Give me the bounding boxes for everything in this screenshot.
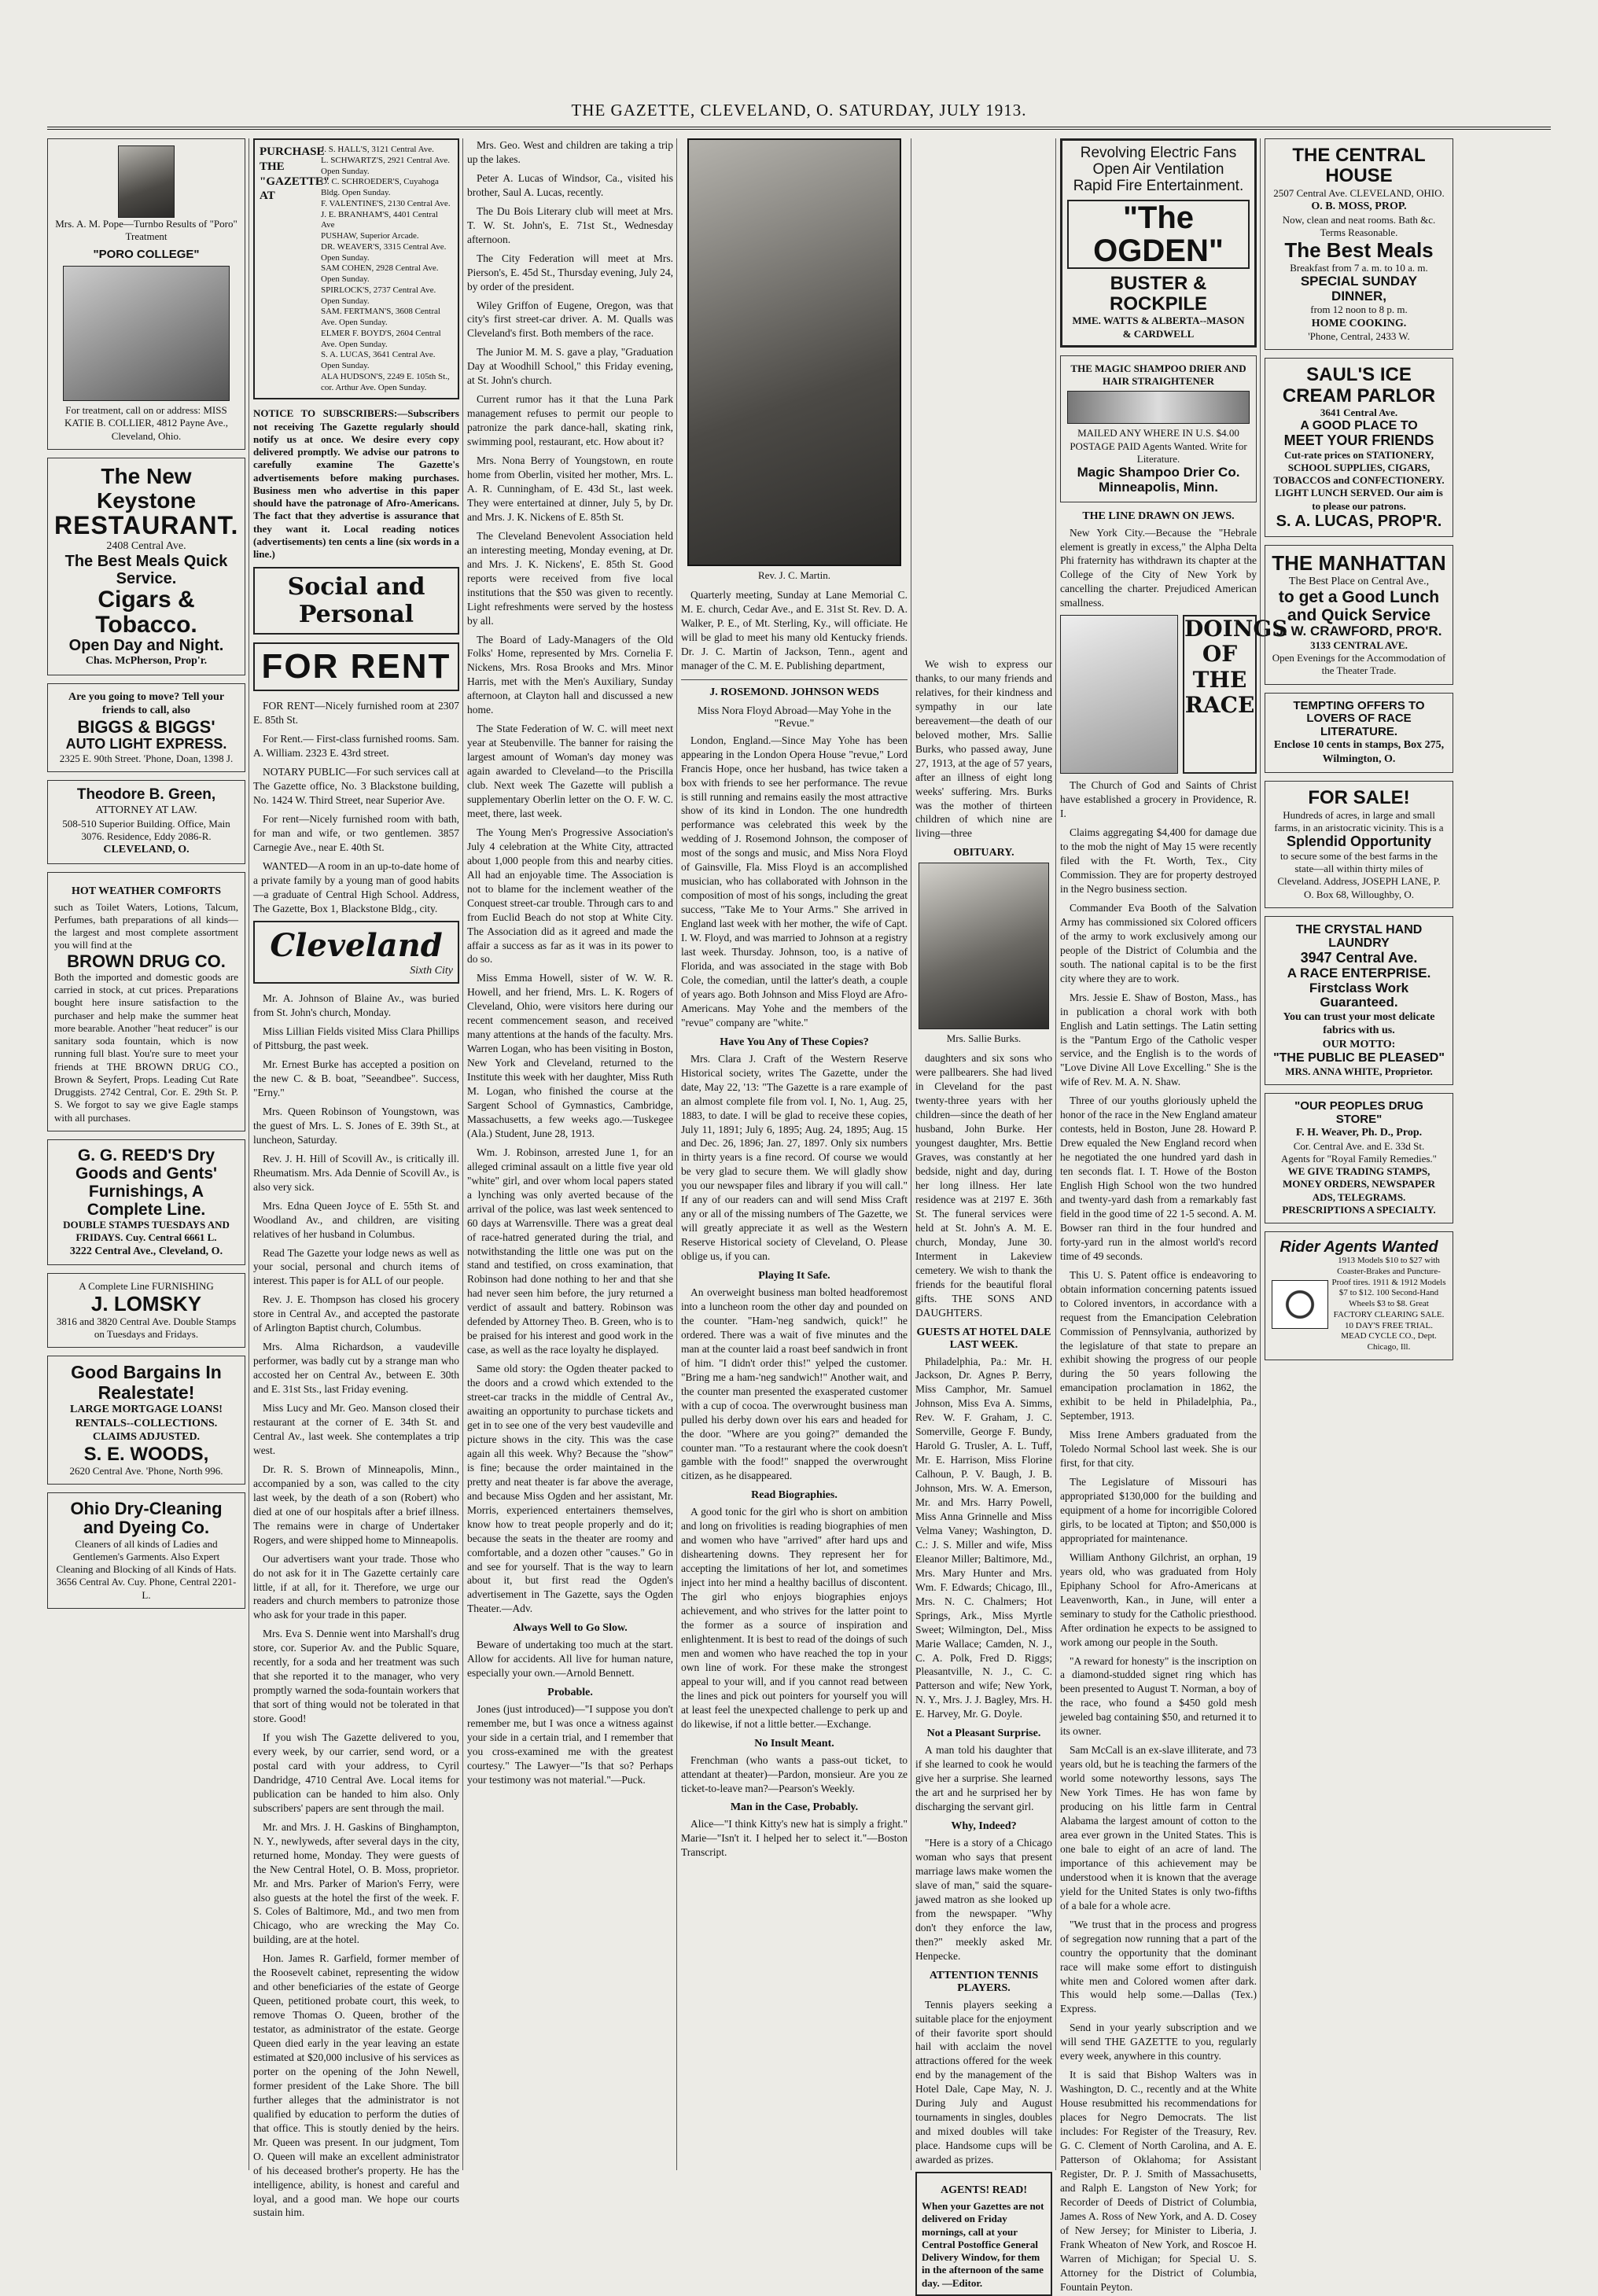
magic-mailed: MAILED ANY WHERE IN U.S. $4.00 POSTAGE PAID Agents Wanted. Write for Literature. [1070, 427, 1247, 465]
surprise-text: A man told his daughter that if she learned to cook he would give her a surprise. She learned the art and he surprised her by discharging the servant girl. [915, 1744, 1052, 1813]
biggs-question: Are you going to move? Tell your friends to call, also [68, 690, 225, 717]
weaver-name: F. H. Weaver, Ph. D., Prop. [1295, 1127, 1423, 1139]
martin-portrait [687, 138, 901, 566]
rent-item: NOTARY PUBLIC—For such services call at The Gazette office, No. 3 Blackstone building, No. 1424 W. Third Street, near Superior Ave. [253, 766, 459, 807]
column-3 [467, 138, 673, 2170]
why-title: Why, Indeed? [951, 1820, 1017, 1833]
news-item: The Junior M. M. S. gave a play, "Graduation Day at Woodhill School," this Friday evening, at St. John's church. [467, 346, 673, 387]
race-item: The Church of God and Saints of Christ have established a grocery in Providence, R. I. [1060, 779, 1257, 820]
news-item: The Board of Lady-Managers of the Old Folks' Home, represented by Mrs. Cornelia F. Nickens, Mrs. Rosa Brooks and Mrs. Minor Harris, met with the Men's Auxiliary, Sunday afternoon, at Clayton hall and discussed a new home. [467, 633, 673, 716]
meet-line-1: A GOOD PLACE TO [1300, 419, 1418, 433]
news-item: Miss Emma Howell, sister of W. W. R. Howell, and her friend, Mrs. L. K. Rogers of Cleveland, Ohio, were visitors here during our recent commencement season, and received many attentions at the hands of the faculty. Mrs. Warren Logan, who has been visiting in Boston, New York and Cleveland, returned to the Institute this week with her daughter, Miss Ruth M. Logan, who finished the course at the Sargent School of Gymnastics, Cambridge, Massachusetts, a few weeks ago.—Tuskegee (Ala.) Student, June 28, 1913. [467, 972, 673, 1139]
green-title: ATTORNEY AT LAW. [95, 804, 197, 817]
poro-college-illustration [63, 266, 230, 401]
woods-title: Good Bargains In Realestate! [71, 1362, 222, 1403]
reed-ad [47, 1139, 245, 1265]
purchase-item: J. S. HALL'S, 3121 Central Ave. [321, 145, 434, 154]
central-prop: O. B. MOSS, PROP. [1311, 201, 1407, 213]
drugstore-ad [1265, 1093, 1453, 1223]
ohio-title: Ohio Dry-Cleaning and Dyeing Co. [70, 1499, 223, 1538]
best-meals: The Best Meals [1284, 238, 1434, 263]
doings-illustration [1060, 615, 1178, 774]
green-ad [47, 780, 245, 863]
green-name: Theodore B. Green, [76, 786, 216, 804]
cappy-title: Man in the Case, Probably. [730, 1801, 859, 1814]
biggs-addr: 2325 E. 90th Street. 'Phone, Doan, 1398 J. [59, 752, 234, 764]
wed-text: London, England.—Since May Yohe has been appearing in the London Opera House "revue," Lord Francis Hope, once her husband, has twice taken a box with friends to see her performance. The revue is still running and remains easily the most attractive show of its kind in London. The one hundredth performance was celebrated this week by the wedding of J. Rosemond Johnson, the composer of most of the songs and music, and Miss Nora Floyd of Gainsville, Fla. Miss Floyd is an accomplished musician, who has collaborated with Johnson in the composition of most of his songs, including the great success, "Take Me to Your Arms." She arrived in England last week with her mother, the wife of Capt. I. W. Floyd, and was married to Johnson at a registry last week. Thursday. Johnson, too, is a native of Florida, and was associated in the stage with Bob Cole, the comedian, until the latter's death, a couple of years ago. Both Johnson and Miss Floyd are Afro-Americans. May Yohe and the members of the "revue" company are "white." [681, 734, 908, 1028]
sixth-city: Sixth City [410, 964, 453, 977]
noon-hours: from 12 noon to 8 p. m. [1310, 304, 1408, 316]
news-item: Current rumor has it that the Luna Park management refuses to permit our people to patronize the park dance-hall, skating rink, swimming pool, restaurant, etc. How about it? [467, 393, 673, 448]
personal-item: Mrs. Eva S. Dennie went into Marshall's drug store, cor. Superior Av. and the Public Square, recently, for a soda and her treatment was such that she reported it to the manager, who very promptly warned the soda-fountain workers that that sort of thing would not be tolerated in that store. Good! [253, 1628, 459, 1725]
safe-text: An overweight business man bolted headforemost into a luncheon room the other day and pounded on the counter. "Ham-'neg sandwich, quick!" he ordered. There was a wait of five minutes and the man at the counter laid a roast beef sandwich in front of him. "I didn't order this!" yelped the customer. "Bring me a ham-'neg sandwich!" Another wait, and the counter man presented the exasperated customer with a cup of cocoa. The overwrought business man pulled his derby down over his ears and headed for the door. "Where are you going?" demanded the counter man. "To a restaurant where the cook doesn't gamble with the food!" snapped the overwrought citizen, as he disappeared. [681, 1286, 908, 1482]
purchase-list [321, 145, 453, 393]
burks-portrait [919, 863, 1049, 1029]
keystone-addr: 2408 Central Ave. [106, 539, 186, 552]
reed-addr: 3222 Central Ave., Cleveland, O. [69, 1245, 223, 1257]
tempting-ad [1265, 693, 1453, 774]
keystone-meals: The Best Meals Quick Service. [64, 553, 228, 588]
news-item: Mrs. Nona Berry of Youngstown, en route home from Oberlin, visited her mother, Mrs. L. A. R. Cunningham, of E. 43d St., last week. They were entertained at dinner, July 5, by Dr. and Mrs. J. K. Nickens of E. 85th St. [467, 454, 673, 523]
news-item: Wm. J. Robinson, arrested June 1, for an alleged criminal assault on a little five year old "white" girl, and over whom local papers stated a lynching was only averted because of the arrival of the police, was last week sentenced to 60 days at Warrensville. There was a great deal of race-hatred generated during the trial, and notwithstanding the little one was put on the stand and testified, on cross examination, that Robinson had done nothing to her and that she had never seen him before, the jury returned a verdict of assault and battery. Robinson was defended by Attorney Theo. B. Green, who is to be praised for his interest and good work in the case, as well as the race loyalty he displayed. [467, 1146, 673, 1356]
magic-co: Magic Shampoo Drier Co. Minneapolis, Minn. [1077, 465, 1240, 495]
central-house-ad [1265, 138, 1453, 350]
cleveland-title: Cleveland [270, 926, 443, 964]
always-text: Beware of undertaking too much at the start. Allow for accidents. All live for human nature, especially your own.—Arnold Bennett. [467, 1639, 673, 1680]
trust-line: You can trust your most delicate fabrics with us. [1283, 1010, 1435, 1037]
reed-sub: DOUBLE STAMPS TUESDAYS AND FRIDAYS. Cuy. Central 6661 L. [63, 1219, 230, 1244]
insult-text: Frenchman (who wants a pass-out ticket, to attendant at theater)—Pardon, monsieur. Are you ze ticket-to-leave man?—Pearson's Weekly. [681, 1753, 908, 1794]
news-item: The Young Men's Progressive Association's July 4 celebration at the White City, attracted about 1,000 people from this and nearby cities. All had an enjoyable time. The Association is not to blame for the inclement weather of the Conquest street-car trouble. Through cars to and from Euclid Beach do not stop at White City. The Association did as it agreed and made the affair a success as far as it was in its power to do so. [467, 826, 673, 966]
doings-title: DOINGS OF THE RACE [1183, 615, 1257, 774]
bio-title: Read Biographies. [751, 1489, 838, 1502]
safe-title: Playing It Safe. [758, 1270, 830, 1282]
personal-item: Hon. James R. Garfield, former member of the Roosevelt cabinet, representing the widow and other beneficiaries of the estate of George Queen, petitioned probate court, this week, to remove Thomas O. Queen, brother of the testator, as administrator of the estate. George Queen died early in the year leaving an estate estimated at $20,000 inclusive of his services as porter on the opening of the John Newell, former president of the Lake Shore. The bill further alleges that the administrator is not qualified by education to perform the duties of that office. This is stoutly denied by the heirs. Mr. Queen was present. In our judgment, Tom O. Queen will make an excellent administrator of his deceased brother's property. He has the intelligence, ability, is honest and careful and loyal, and a good man. We hope our courts sustain him. [253, 1952, 459, 2219]
race-item: This U. S. Patent office is endeavoring to obtain information concerning patents issued to Colored inventors, in accordance with a request from the Emancipation Celebration Commission of Pennsylvania, authorized by the legislature of that state to prepare an exhibit showing the progress of our people during the 50 years following the emancipation proclamation in 1862, the exhibit to be held in Philadelphia, Pa., September, 1913. [1060, 1268, 1257, 1422]
for-sale-text: Hundreds of acres, in large and small farms, in an aristocratic vicinity. This is a [1274, 808, 1444, 833]
agents-line: Agents for "Royal Family Remedies." [1280, 1152, 1437, 1165]
purchase-item: SAM COHEN, 2928 Central Ave. Open Sunday. [321, 263, 439, 284]
wed-head: J. ROSEMOND. JOHNSON WEDS [709, 686, 879, 698]
ogden-line: Open Air Ventilation [1092, 160, 1224, 178]
race-item: Mrs. Jessie E. Shaw of Boston, Mass., has in publication a choral work with both English and Latin settings. The Latin setting is the "Pantum Ergo of the Catholic vesper service, and the English is to the words of "Love Divine All Love Excelling." She is the wife of Rev. M. A. N. Shaw. [1060, 991, 1257, 1088]
race-item: Claims aggregating $4,400 for damage due to the mob the night of May 15 were recently filed with the Ft. Worth, Tex., City Commission. They are for property destroyed in the Negro business section. [1060, 826, 1257, 895]
doings-banner [1060, 615, 1288, 774]
surprise-title: Not a Pleasant Surprise. [926, 1728, 1041, 1740]
rent-item: For rent—Nicely furnished room with bath, for man and wife, or two gentlemen. 3857 Carnegie Ave., near E. 40th St. [253, 813, 459, 854]
pope-caption: Mrs. A. M. Pope—Turnbo Results of "Poro" Treatment [55, 218, 237, 243]
news-item: Wiley Griffon of Eugene, Oregon, was that city's first street-car driver. A. M. Qualls was Cleveland's first. Both members of the race. [467, 299, 673, 340]
bicycle-illustration [1272, 1280, 1328, 1329]
sauls-name: SAUL'S ICE CREAM PARLOR [1282, 364, 1436, 407]
motto-text: "THE PUBLIC BE PLEASED" [1273, 1051, 1445, 1065]
for-rent-text: FOR RENT [261, 647, 451, 686]
magic-name: THE MAGIC SHAMPOO DRIER AND HAIR STRAIGHTENER [1070, 362, 1246, 388]
race-item: Sam McCall is an ex-slave illiterate, and 73 years old, but he is teaching the farmers of the world some noteworthy lessons, says The New York Times. He has won fame by producing on his little farm in Central Alabama the largest amount of cotton to the area ever grown in the United States. This is one bale to eight of an acre of land. The importance of this achievement may be understood when it is known that the average yield for the United States is only two-fifths of a bale for a whole acre. [1060, 1744, 1257, 1911]
personal-item: Miss Lillian Fields visited Miss Clara Phillips of Pittsburg, the past week. [253, 1025, 459, 1052]
ogden-line: Revolving Electric Fans [1080, 145, 1237, 161]
copies-title: Have You Any of These Copies? [720, 1036, 869, 1048]
brown-name: BROWN DRUG CO. [67, 951, 226, 971]
rider-ad [1265, 1231, 1453, 1360]
purchase-item: O. C. SCHROEDER'S, Cuyahoga Bldg. Open Sunday. [321, 177, 439, 197]
for-rent-banner [253, 642, 459, 691]
purchase-item: S. A. LUCAS, 3641 Central Ave. Open Sunday. [321, 350, 436, 370]
crystal-laundry-ad [1265, 916, 1453, 1085]
sauls-addr: 3641 Central Ave. [1320, 407, 1398, 419]
news-item: Mrs. Geo. West and children are taking a trip up the lakes. [467, 139, 673, 165]
drier-illustration [1067, 391, 1250, 424]
green-office: 508-510 Superior Building. Office, Main 3076. Residence, Eddy 2086-R. [62, 817, 230, 842]
agents-title: AGENTS! READ! [940, 2184, 1028, 2197]
ogden-line: Rapid Fire Entertainment. [1073, 177, 1244, 194]
column-5 [915, 138, 1052, 2289]
brown-drug-ad [47, 872, 245, 1131]
race-item: The Legislature of Missouri has appropriated $130,000 for the building and equipment of a home for incorrigible Colored girls, to be located at Tipton; and $50,000 is appropriated for maintenance. [1060, 1476, 1257, 1544]
rent-item: For Rent.— First-class furnished rooms. Sam. A. William. 2323 E. 43rd street. [253, 733, 459, 760]
crawford-sub: Open Evenings for the Accommodation of the Theater Trade. [1272, 652, 1446, 677]
rider-text: 1913 Models $10 to $27 with Coaster-Brakes and Puncture-Proof tires. 1911 & 1912 Models $7 to $12. 100 Second-Hand Wheels $3 to $8. Great FACTORY CLEARING SALE. 10 DAY'S FREE TRIAL. MEAD CYCLE CO., Dept. Chicago, Ill. [1331, 1256, 1446, 1352]
tennis-text: Tennis players seeking a suitable place for the enjoyment of their favorite sport should hail with acclaim the novel attractions offered for the week end by the management of the Hotel Dale, Cape May, N. J. During July and August tournaments in singles, doubles and mixed doubles will take place. Handsome cups will be awarded as prizes. [915, 1998, 1052, 2166]
manhattan-sub: The Best Place on Central Ave., [1288, 575, 1430, 587]
motto-label: OUR MOTTO: [1322, 1038, 1396, 1050]
purchase-item: ELMER F. BOYD'S, 2604 Central Ave. Open Sunday. [321, 328, 441, 349]
guests-head: GUESTS AT HOTEL DALE LAST WEEK. [916, 1326, 1051, 1351]
purchase-item: ALA HUDSON'S, 2249 E. 105th St., cor. Arthur Ave. Open Sunday. [321, 371, 450, 392]
news-item: The Cleveland Benevolent Association held an interesting meeting, Monday evening, at Dr. and Mrs. J. K. Nickens', E. 85th St. Good reports were received from five local institutions that the $50 was given to recently. Light refreshments were served by the hostess by all. [467, 529, 673, 627]
guests-text: Philadelphia, Pa.: Mr. H. Jackson, Dr. Agnes P. Berry, Miss Camphor, Mr. Samuel Johnson, Miss Eva A. Simms, Rev. W. F. Graham, J. C. Somerville, George F. Bundy, Harold G. Trusler, A. L. Tuff, Mr. E. Harrison, Miss Florine Calhoun, P. V. Baugh, J. B. Johnson, Mrs. W. A. Emerson, Mr. and Mrs. Harry Powell, Miss Anna Grinnelle and Miss Velma Vaney; Washington, D. C.: J. S. Miller and wife, Miss Eleanor Miller; Baltimore, Md., Mrs. Mary Hunter and Mrs. Wm. F. Edwards; Chicago, Ill., Mrs. N. C. Chalmers; Hot Springs, Ark., Miss Myrtle Sweet; Wilmington, Del., Miss Marie Wallace; Camden, N. J., C. A. Polk, Fred D. Riggs; Pleasantville, N. J., C. C. Patterson and wife; New York, N. Y., Mrs. J. J. Bagley, Mrs. H. E. Harvey, Mr. G. Doyle. [915, 1355, 1052, 1720]
lucas-prop: S. A. LUCAS, PROP'R. [1276, 512, 1442, 530]
bio-text: A good tonic for the girl who is short on ambition and long on frivolities is reading biographies of men and women who have "arrived" after hard ups and disheartening downs. They represent her for accepting the limitations of her lot, and sometimes inject into her mind a healthy bacillus of discontent. The girl who enjoys biographies enjoys achievement, and who strives for the latter point to the former as a source of inspiration and enlightenment. It is best to read of the doings of such men and women who have reached the top in your own line of work. For these make the strongest appeal to your will, and if you cannot read between the lines and pick out pointers for yourself you will at least feel the unexpected challenge to perk up and do likewise, if not a little better.—Exchange. [681, 1506, 908, 1730]
rider-title: Rider Agents Wanted [1280, 1238, 1438, 1257]
why-text: "Here is a story of a Chicago woman who says that present marriage laws make women the slave of man," said the square-jawed matron as she looked up from the newspaper. "Why don't they enforce the law, then?" meekly asked Mr. Henpecke. [915, 1837, 1052, 1962]
race-item: Send in your yearly subscription and we will send THE GAZETTE to you, regularly every week, anywhere in this country. [1060, 2022, 1257, 2062]
thanks-text: We wish to express our thanks, to our many friends and relatives, for their kindness and sympathy in our late bereavement—the death of our beloved mother, Mrs. Sallie Burks, who passed away, June 27, 1913, at the age of 57 years, after an illness of eight long weeks' suffering. Mrs. Burks was the mother of thirteen children of which nine are living—three [915, 658, 1052, 840]
pope-photo [118, 145, 175, 218]
crystal-name: THE CRYSTAL HAND LAUNDRY [1295, 922, 1423, 951]
sauls-ad [1265, 358, 1453, 537]
news-item: The Du Bois Literary club will meet at Mrs. T. W. St. John's, E. 71st St., Wednesday afternoon. [467, 204, 673, 245]
race-item: William Anthony Gilchrist, an orphan, 19 years old, who was graduated from Holy Epiphany School for Afro-Americans at Leavenworth, Kan., in June, will enter a seminary to study for the Catholic priesthood. After ordination he expects to be assigned to work among our people in the South. [1060, 1551, 1257, 1648]
lomsky-ad [47, 1273, 245, 1348]
race-item: "We trust that in the process and progress of segregation now running that a part of the country the opportunity that the dominant race will make some effort to distinguish white men and Colored women after dark. This would help some.—Dallas (Tex.) Express. [1060, 1918, 1257, 2015]
sunday-dinner: SPECIAL SUNDAY DINNER, [1300, 273, 1418, 304]
insult-title: No Insult Meant. [754, 1737, 834, 1750]
agents-box [915, 2172, 1052, 2296]
central-house-name: THE CENTRAL HOUSE [1292, 145, 1426, 187]
manhattan-name: THE MANHATTAN [1272, 550, 1446, 575]
woods-addr: 2620 Central Ave. 'Phone, North 996. [69, 1464, 223, 1477]
column-4 [681, 138, 908, 2170]
poro-contact: For treatment, call on or address: MISS KATIE B. COLLIER, 4812 Payne Ave., Cleveland, Ohio. [64, 404, 229, 442]
wed-sub: Miss Nora Floyd Abroad—May Yohe in the "Revue." [697, 705, 892, 730]
woods-name: S. E. WOODS, [83, 1443, 209, 1465]
race-enterprise: A RACE ENTERPRISE. [1287, 965, 1431, 981]
race-item: "A reward for honesty" is the inscription on a diamond-studded signet ring which has been presented to August T. Norman, a boy of the race, who found a $450 gold mesh jeweled bag containing $50, and returned it to its owner. [1060, 1654, 1257, 1738]
personal-item: Mr. Ernest Burke has accepted a position on the new C. & B. boat, "Seeandbee". Success, "Erny." [253, 1058, 459, 1098]
keystone-prop: Chas. McPherson, Prop'r. [85, 655, 208, 668]
personal-item: Mrs. Queen Robinson of Youngstown, was the guest of Mrs. L. S. Jones of E. 39th St., at luncheon, Saturday. [253, 1105, 459, 1146]
personal-item: Mrs. Alma Richardson, a vaudeville performer, was badly cut by a strange man who accosted her on Central Av., between E. 30th and E. 31st Sts., last Friday evening. [253, 1341, 459, 1396]
personal-item: Mrs. Edna Queen Joyce of E. 55th St. and Woodland Av., and children, are visiting relatives of her husband in Columbus. [253, 1199, 459, 1240]
personal-item: Mr. A. Johnson of Blaine Av., was buried from St. John's church, Monday. [253, 992, 459, 1019]
column-1-ads [47, 138, 245, 2170]
ogden-sub: BUSTER & ROCKPILE [1109, 272, 1207, 315]
manhattan-ad [1265, 545, 1453, 685]
rent-item: FOR RENT—Nicely furnished room at 2307 E. 85th St. [253, 700, 459, 727]
purchase-label: PURCHASE THE "GAZETTE" AT [260, 145, 330, 203]
column-7-ads [1265, 138, 1453, 2170]
purchase-item: J. E. BRANHAM'S, 4401 Central Ave [321, 209, 438, 230]
hot-header: HOT WEATHER COMFORTS [71, 885, 222, 897]
crystal-addr: 3947 Central Ave. [1300, 950, 1418, 966]
obit-head: OBITUARY. [953, 847, 1014, 859]
drugstore-name: "OUR PEOPLES DRUG STORE" [1294, 1099, 1423, 1126]
meet-line-2: MEET YOUR FRIENDS [1283, 432, 1434, 448]
race-item: It is said that Bishop Walters was in Washington, D. C., recently and at the White House resubmitted his recommendations for places for Negro Democrats. The list includes: For Register of the Treasury, Rev. G. C. Clement of North Carolina, and A. E. Patterson of Oklahoma; for Assistant Register, Dr. P. J. Smith of Massachusetts, and Ralph E. Langston of New York; for Recorder of Deeds of District of Columbia, James A. Ross of New York, and A. D. Cosey of New Jersey; for Minister to Liberia, J. Frank Wheaton of New York, and Roscoe H. Warren of Michigan; for Special U. S. Attorney for the District of Columbia, Fountain Peyton. [1060, 2069, 1257, 2293]
martin-text: Quarterly meeting, Sunday at Lane Memorial C. M. E. church, Cedar Ave., and E. 31st St. Rev. D. A. Walker, P. E., of Mt. Sterling, Ky., will officiate. He will be glad to meet his many old Kentucky friends. Dr. J. C. Martin of Jackson, Tenn., agent and manager of the C. M. E. Publishing department, [681, 589, 908, 672]
central-sub: Now, clean and neat rooms. Bath &c. Terms Reasonable. [1282, 213, 1436, 238]
sauls-text: Cut-rate prices on STATIONERY, SCHOOL SUPPLIES, CIGARS, TOBACCOS and CONFECTIONERY. LIGHT LUNCH SERVED. Our aim is to please our patrons. [1273, 448, 1445, 512]
tennis-head: ATTENTION TENNIS PLAYERS. [929, 1969, 1039, 1994]
lomsky-line: A Complete Line FURNISHING [79, 1280, 214, 1293]
ohio-cleaning-ad [47, 1492, 245, 1609]
splendid-title: Splendid Opportunity [1287, 833, 1431, 850]
biggs-name: BIGGS & BIGGS' [77, 716, 215, 737]
probable-text: Jones (just introduced)—"I suppose you don't remember me, but I was once a witness against your side in a certain trial, and I remember that you cross-examined me with the greatest courtesy." The Lawyer—"Is that so? Perhaps your testimony was not material."—Puck. [467, 1703, 673, 1786]
biggs-ad [47, 683, 245, 772]
social-title: Social and Personal [253, 567, 459, 635]
splendid-text: to secure some of the best farms in the state—all within thirty miles of Cleveland. Address, JOSEPH LANE, P. O. Box 68, Willoughby, O. [1277, 849, 1441, 900]
jews-head: THE LINE DRAWN ON JEWS. [1082, 510, 1235, 522]
woods-loans: LARGE MORTGAGE LOANS! RENTALS--COLLECTIONS. CLAIMS ADJUSTED. [70, 1404, 223, 1444]
personal-item: Mr. and Mrs. J. H. Gaskins of Binghampton, N. Y., newlyweds, after several days in the city, returned home, Monday. They were guests of the New Central Hotel, O. B. Moss, proprietor. Mr. and Mrs. Parker of Marion's Ferry, were also guests at the hotel the first of the week. F. S. Coles of Baltimore, Md., and two men from Chicago, who are wrecking the May Co. building, are at the hotel. [253, 1820, 459, 1946]
cappy-text: Alice—"I think Kitty's new hat is simply a fright." Marie—"Isn't it. I helped her to select it."—Boston Transcript. [681, 1818, 908, 1859]
purchase-item: L. SCHWARTZ'S, 2921 Central Ave. Open Sunday. [321, 155, 450, 176]
purchase-item: DR. WEAVER'S, 3315 Central Ave. Open Sunday. [321, 241, 447, 263]
keystone-ad [47, 458, 245, 675]
purchase-item: F. VALENTINE'S, 2130 Central Ave. [321, 198, 451, 208]
personal-item: Read The Gazette your lodge news as well as your social, personal and church items of interest. This paper is for ALL of our people. [253, 1246, 459, 1287]
tempting-title: TEMPTING OFFERS TO LOVERS OF RACE LITERATURE. [1293, 698, 1425, 738]
news-item: Peter A. Lucas of Windsor, Ca., visited his brother, Saul A. Lucas, recently. [467, 171, 673, 198]
personal-item: Dr. R. S. Brown of Minneapolis, Minn., accompanied by a son, was called to the city last week, by the death of a son (Robert) who died at one of our hospitals after a brief illness. The remains were in charge of Undertaker Rogers, and were shipped home to Minneapolis. [253, 1463, 459, 1546]
obit-text: daughters and six sons who were pallbearers. She had lived in Cleveland for the past twenty-three years with her children—since the death of her husband, John Burke. Her youngest daughter, Mrs. Bettie Graves, was constantly at her bedside, night and day, during her long illness. Her late residence was at 2197 E. 36th St. The funeral services were held at St. John's A. M. E. church, Monday, June 30. Interment in Lakeview cemetery. We wish to thank the friends for the beautiful floral gifts. THE SONS AND DAUGHTERS. [915, 1052, 1052, 1319]
cigars: Cigars & Tobacco. [95, 587, 197, 638]
agents-text: When your Gazettes are not delivered on Friday mornings, call at your Central Postoffice General Delivery Window, for them in the afternoon of the same day. —Editor. [922, 2200, 1044, 2289]
personal-item: Rev. J. E. Thompson has closed his grocery store in Central Av., and accepted the pastorate of Arlington Baptist church, Columbus. [253, 1293, 459, 1334]
purchase-item: PUSHAW, Superior Arcade. [321, 231, 419, 241]
ohio-text: Cleaners of all kinds of Ladies and Gentlemen's Garments. Also Expert Cleaning and Blocking of all Kinds of Hats. 3656 Central Av. Cuy. Phone, Central 2201-L. [56, 1537, 237, 1601]
race-item: Three of our youths gloriously upheld the honor of the race in the New England amateur contests, held in Boston, June 28. Howard P. Drew equaled the New England record when he negotiated the one hundred yard dash in ten seconds flat. I. T. Howe of the Boston English High School won the two hundred and twenty-yard dash from a remarkably fast field in the good time of 22 1-5 second. A. M. Bowser ran third in the four hundred and forty-yard run in the almost world's record time of 49 seconds. [1060, 1095, 1257, 1262]
lomsky-addr: 3816 and 3820 Central Ave. Double Stamps on Tuesdays and Fridays. [56, 1315, 237, 1341]
open-hours: Open Day and Night. [68, 637, 224, 655]
ogden-ad [1060, 138, 1257, 348]
column-6 [1060, 138, 1288, 2293]
probable-title: Probable. [547, 1687, 593, 1699]
hot-text: such as Toilet Waters, Lotions, Talcum, Perfumes, bath preparations of all kinds—the largest and most complete assortment you will find at the [54, 900, 238, 951]
biggs-express: AUTO LIGHT EXPRESS. [65, 736, 227, 752]
stamps-line: WE GIVE TRADING STAMPS, MONEY ORDERS, NEWSPAPER ADS, TELEGRAMS. [1283, 1165, 1435, 1203]
brown-text: Both the imported and domestic goods are carried in stock, at cut prices. Preparations bought here insure satisfaction to the purchaser and help make the summer heat more bearable. Another "heat reducer" is our sanitary soda fountain, which is now running full blast. You're sure to meet your friends at THE BROWN DRUG CO., Brown & Seyfert, Props. Leading Cut Rate Druggists. 2742 Central, Cor. E. 29th St. P. S. We forgot to say we give Eagle stamps with all purchases. [54, 970, 238, 1124]
jews-text: New York City.—Because the "Hebrale element is greatly in excess," the Alpha Delta Phi fraternity has withdrawn its chapter at the College of the City of New York by cancelling the charter. Prejudiced American smallness. [1060, 526, 1257, 609]
prescriptions-line: PRESCRIPTIONS A SPECIALTY. [1282, 1203, 1436, 1216]
home-cooking: HOME COOKING. [1311, 317, 1407, 329]
column-2 [253, 138, 459, 2219]
news-item: Same old story: the Ogden theater packed to the doors and a crowd which extended to the street-car tracks in the middle of Central Av., awaiting an opportunity to purchase tickets and get in to see one of the very best vaudeville and picture shows in the city. This was the case again all this week. Why? Because the "show" is fine; because the order maintained in the pretty and neat theater is far above the average, and because Miss Ogden and her assistant, Mr. Morris, experienced entertainers themselves, know how to treat people properly and do it; because the seats in the theater are roomy and comfortable, and a dozen other "causes." Go in and see for yourself. That is the way to learn about it, but first read the Ogden's advertisement in The Gazette, says the Ogden Theater.—Adv. [467, 1363, 673, 1615]
ogden-acts: MME. WATTS & ALBERTA--MASON & CARDWELL [1072, 315, 1245, 340]
martin-caption: Rev. J. C. Martin. [758, 569, 830, 581]
purchase-item: SPIRLOCK'S, 2737 Central Ave. Open Sunday. [321, 285, 436, 306]
rent-item: WANTED—A room in an up-to-date home of a private family by a young man of good habits—a graduate of Central High School. Address, The Gazette, Box 1, Blackstone Bldg., city. [253, 859, 459, 914]
green-city: CLEVELAND, O. [103, 844, 190, 856]
crawford-name: J. W. CRAWFORD, PRO'R. [1276, 624, 1442, 639]
burks-caption: Mrs. Sallie Burks. [946, 1032, 1022, 1045]
race-item: Miss Irene Ambers graduated from the Toledo Normal School last week. She is our first, for that city. [1060, 1429, 1257, 1470]
personal-item: Miss Lucy and Mr. Geo. Manson closed their restaurant at the corner of E. 34th St. and Central Av., last week. She contemplates a trip west. [253, 1402, 459, 1456]
cleveland-banner [253, 921, 459, 984]
copies-text: Mrs. Clara J. Craft of the Western Reserve Historical society, writes The Gazette, under the date, May 22, '13: "The Gazette is a rare example of an almost complete file from vol. I, No. 1, Aug. 25, 1883, to date. I will be glad to receive these copies, July 11, 1891; July 6, 1895; Aug. 24, 1895; Aug. 15 and Dec. 26, 1896; Jan. 27, 1897. Only six numbers in thirty years is a fine record. Of course we would be very glad to secure them. We will gladly show you our newspaper files and library if you will call." If any of our readers can and will send Miss Craft any or all of the missing numbers of The Gazette, we will greatly appreciate it as well as the Western Reserve Historical society of Cleveland, O. Please oblige us, if you can. [681, 1052, 908, 1263]
white-prop: MRS. ANNA WHITE, Proprietor. [1285, 1065, 1433, 1077]
poro-label: "PORO COLLEGE" [93, 247, 200, 261]
news-item: The State Federation of W. C. will meet next year at Steubenville. The banner for raising the largest amount of Woman's day money was again awarded to Cleveland—to the Priscilla club. Next week The Gazette will publish a supplementary Oberlin letter on the O. F. W. C. meet, there, last week. [467, 723, 673, 819]
always-title: Always Well to Go Slow. [513, 1622, 628, 1635]
lunch-line: to get a Good Lunch and Quick Service [1278, 588, 1440, 625]
weaver-addr: Cor. Central Ave. and E. 33d St. [1293, 1139, 1425, 1152]
purchase-box [253, 138, 459, 399]
lomsky-name: J. LOMSKY [90, 1292, 202, 1316]
keystone-restaurant: RESTAURANT. [54, 511, 239, 540]
central-addr: 2507 Central Ave. CLEVELAND, OHIO. [1273, 186, 1445, 199]
for-sale-ad [1265, 781, 1453, 908]
firstclass: Firstclass Work Guaranteed. [1309, 980, 1409, 1010]
woods-ad [47, 1356, 245, 1485]
race-item: Commander Eva Booth of the Salvation Army has commissioned six Colored officers of the army to work exclusively among our people of the District of Columbia and the south. The national capital is to be the first city where they are to work. [1060, 901, 1257, 984]
for-sale-title: FOR SALE! [1308, 787, 1410, 809]
keystone-title: The New Keystone [96, 463, 197, 513]
subscriber-notice: NOTICE TO SUBSCRIBERS:—Subscribers not receiving The Gazette regularly should notify us at once. We desire every copy delivered promptly. We advise our patrons to carefully examine The Gazette's advertisements before making purchases. Business men who advertise in this paper should have the patronage of Afro-Americans. The fact that they advertise is assurance that they want it. Local reading notices (advertisements) ten cents a line (six words in a line.) [253, 407, 459, 560]
ogden-name: "The OGDEN" [1067, 200, 1250, 269]
personal-item: If you wish The Gazette delivered to you, every week, by our carrier, send word, or a postal card with your address, to Cyril Dandridge, 4710 Central Ave. Local items for publication can be handed to him also. Only subscribers' papers are sent through the mail. [253, 1731, 459, 1814]
breakfast: Breakfast from 7 a. m. to 10 a. m. [1290, 261, 1428, 274]
reed-title: G. G. REED'S Dry Goods and Gents' Furnishings, A Complete Line. [75, 1146, 217, 1220]
personal-item: Our advertisers want your trade. Those who do not ask for it in The Gazette certainly care little, if at all, for it. Therefore, we urge our readers and church members to patronize those who ask for your trade in this paper. [253, 1552, 459, 1621]
masthead: THE GAZETTE, CLEVELAND, O. SATURDAY, JULY 1913. [47, 101, 1551, 130]
magic-ad [1060, 355, 1257, 502]
crawford-addr: 3133 CENTRAL AVE. [1310, 638, 1408, 651]
tempting-sub: Enclose 10 cents in stamps, Box 275, Wilmington, O. [1273, 739, 1445, 765]
news-item: The City Federation will meet at Mrs. Pierson's, E. 45d St., Thursday evening, July 24, by order of the president. [467, 252, 673, 293]
purchase-item: SAM. FERTMAN'S, 3608 Central Ave. Open Sunday. [321, 307, 440, 327]
poro-ad [47, 138, 245, 450]
central-phone: 'Phone, Central, 2433 W. [1308, 330, 1410, 342]
personal-item: Rev. J. H. Hill of Scovill Av., is critically ill. Rheumatism. Mrs. Ada Dennie of Scovill Av., is also very sick. [253, 1152, 459, 1193]
